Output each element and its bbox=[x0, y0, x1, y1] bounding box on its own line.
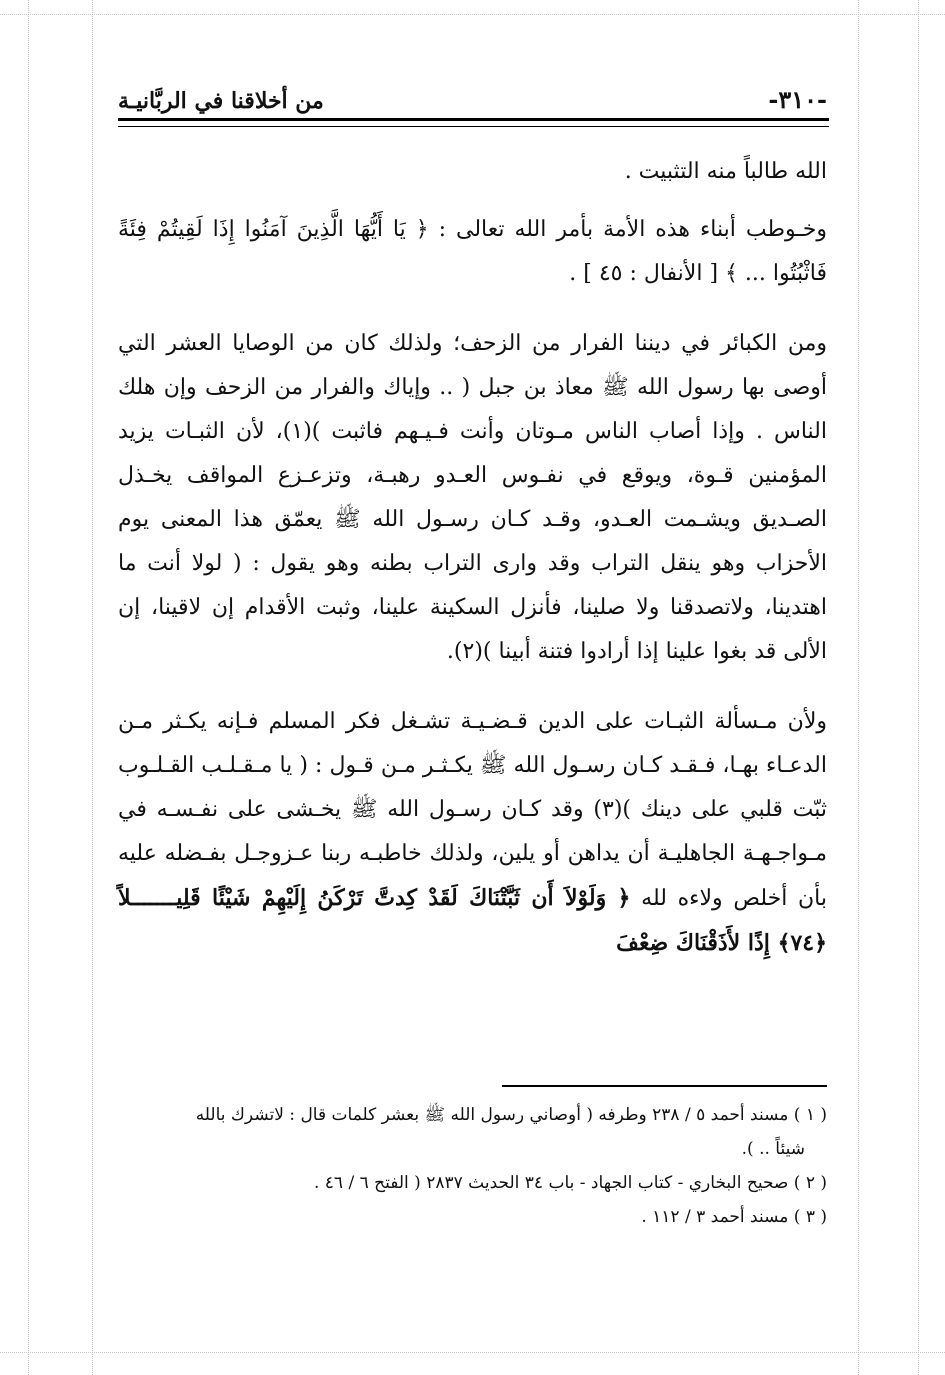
main-text bbox=[118, 150, 827, 966]
paragraph-2: وخـوطب أبناء هذه الأمة بأمر الله تعالى : ﴿ يَا أَيُّهَا الَّذِينَ آمَنُوا إِذَا لَقِيتُمْ فِئَةً فَاثْبُتُوا ... ﴾ [ الأنفال : ٤٥ ] . bbox=[118, 217, 827, 286]
page-number: -٣١٠- bbox=[768, 85, 827, 114]
paragraph-1: الله طالباً منه التثبيت . bbox=[624, 159, 827, 184]
page-edge-top bbox=[0, 14, 945, 15]
paragraph-3: ومن الكبائر في ديننا الفرار من الزحف؛ ولذلك كان من الوصايا العشر التي أوصى بها رسول الله ﷺ معاذ بن جبل ( .. وإياك والفرار من الزحف وإن هلك الناس . وإذا أصاب الناس مـوتان وأنت فـيـهم فاثبت )(١)، لأن الثبـات يزيد المؤمنين قـوة، ويوقع في نفـوس العـدو رهبـة، وتزعـزع المواقف يخـذل الصـديق ويشـمت العـدو، وقـد كـان رسـول الله ﷺ يعمّق هذا المعنى يوم الأحزاب وهو ينقل التراب وقد وارى التراب بطنه وهو يقول : ( لولا أنت ما اهتدينا، ولاتصدقنا ولا صلينا، فأنزل السكينة علينا، وثبت الأقدام إن لاقينا، إن الألى قد بغوا علينا إذا أرادوا فتنة أبينا )(٢). bbox=[118, 331, 827, 664]
paragraph-4 bbox=[118, 700, 827, 966]
footnote-3: ( ٣ ) مسند أحمد ٣ / ١١٢ . bbox=[641, 1207, 827, 1227]
header-rule-thin bbox=[118, 126, 829, 127]
footnote-1: ( ١ ) مسند أحمد ٥ / ٢٣٨ وطرفه ( أوصاني رسول الله ﷺ بعشر كلمات قال : لاتشرك بالله bbox=[195, 1105, 827, 1125]
footnote-1-continued: شيئاً .. ). bbox=[741, 1139, 805, 1159]
page-edge-left bbox=[28, 0, 29, 1375]
running-title: من أخلاقنا في الربَّانيـة bbox=[118, 88, 324, 114]
paragraph-4-text: ولأن مـسألة الثبـات على الدين قـضـيـة تشـغل فكر المسلم فـإنه يكـثر مـن الدعـاء بهـا، فـقـد كـان رسـول الله ﷺ يكـثـر مـن قـول : ( يا مـقـلـب القـلـوب ثبّت قلبي على دينك )(٣) وقد كـان رسـول الله ﷺ يخـشى على نفـسـه في مـواجـهـة الجاهليـة أن يداهن أو يلين، ولذلك خاطبـه ربنا عـزوجـل بفـضله عليه بأن أخلص ولاءه لله bbox=[118, 709, 827, 911]
page-edge-bottom bbox=[0, 1352, 945, 1353]
footnote-separator bbox=[502, 1085, 827, 1087]
page-edge-right bbox=[918, 0, 919, 1375]
page-edge-inner-right bbox=[858, 0, 859, 1375]
page-edge-inner-left bbox=[92, 0, 93, 1375]
header-rule-thick bbox=[118, 118, 829, 121]
page-header bbox=[118, 72, 827, 114]
footnote-2: ( ٢ ) صحيح البخاري - كتاب الجهاد - باب ٣٤ الحديث ٢٨٣٧ ( الفتح ٦ / ٤٦ . bbox=[313, 1173, 827, 1193]
footnotes bbox=[118, 1098, 827, 1234]
quran-verse: ﴿ وَلَوْلاَ أَن ثَبَّتْنَاكَ لَقَدْ كِدتَّ تَرْكَنُ إِلَيْهِمْ شَيْئًا قَلِيـــــــلاً ﴿٧٤﴾ إِذًا لأَذَقْنَاكَ ضِعْفَ bbox=[118, 885, 827, 956]
